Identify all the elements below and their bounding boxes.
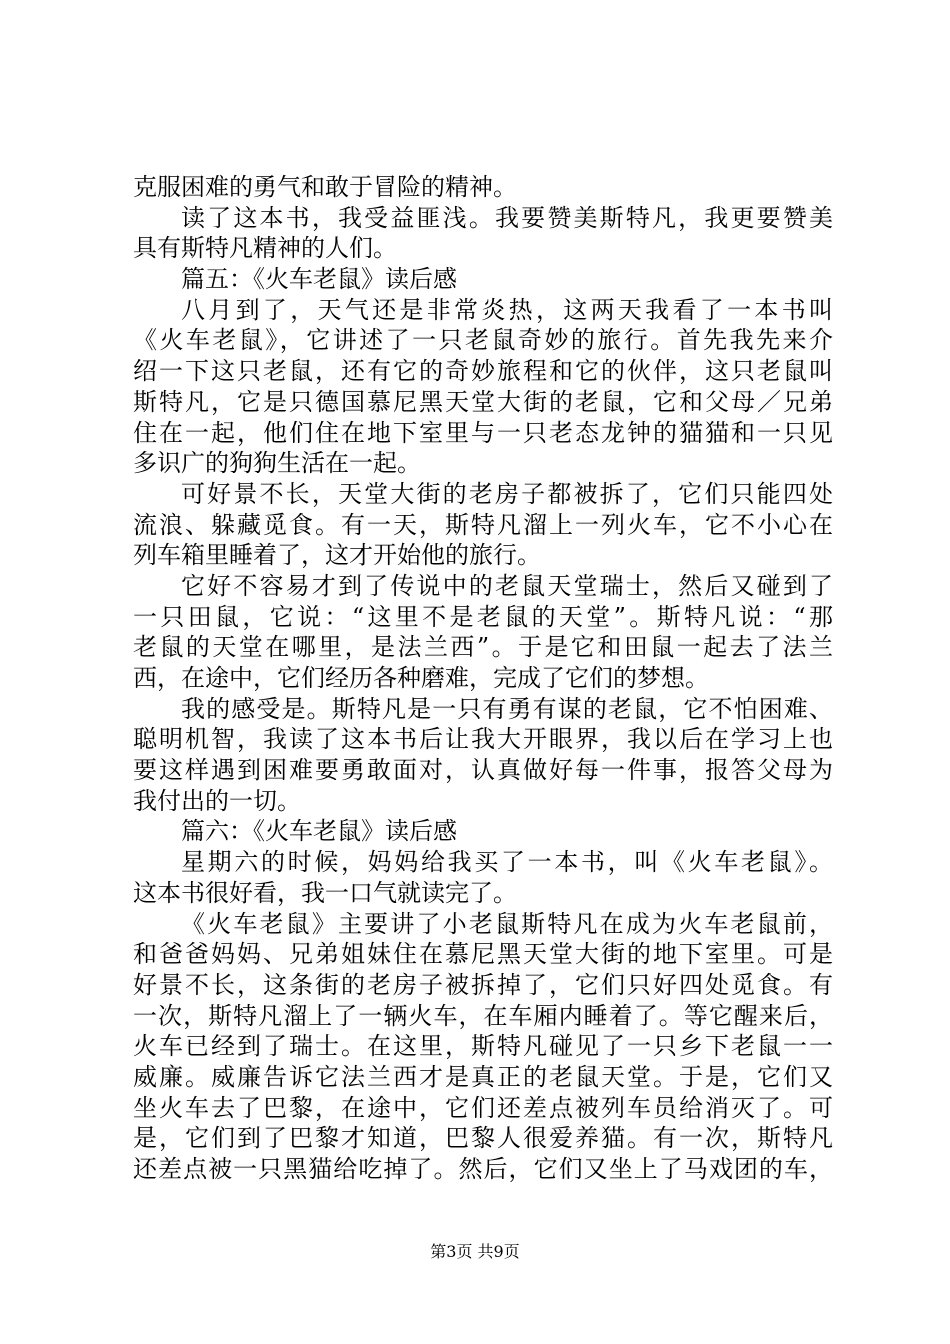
text-line-content: 和爸爸妈妈、兄弟姐妹住在慕尼黑天堂大街的地下室里。可是 xyxy=(133,940,833,969)
text-line-content: 绍一下这只老鼠，还有它的奇妙旅程和它的伙伴，这只老鼠叫 xyxy=(133,357,833,386)
text-line-content: 一次，斯特凡溜上了一辆火车，在车厢内睡着了。等它醒来后， xyxy=(133,1001,833,1030)
text-line xyxy=(133,233,833,264)
text-line-content: 老鼠的天堂在哪里，是法兰西”。于是它和田鼠一起去了法兰 xyxy=(133,633,833,662)
text-line-content: 一只田鼠，它说：“这里不是老鼠的天堂”。斯特凡说：“那 xyxy=(133,602,833,631)
text-line xyxy=(133,847,833,878)
text-line xyxy=(133,602,833,633)
text-line-content: 克服困难的勇气和敢于冒险的精神。 xyxy=(133,173,517,201)
text-line-content: 它好不容易才到了传说中的老鼠天堂瑞士，然后又碰到了 xyxy=(181,571,833,600)
text-line-content: 我的感受是。斯特凡是一只有勇有谋的老鼠，它不怕困难、 xyxy=(181,694,833,723)
text-line xyxy=(133,1031,833,1062)
text-line-content: 多识广的狗狗生活在一起。 xyxy=(133,449,421,478)
text-line xyxy=(133,878,833,909)
text-line xyxy=(133,264,833,295)
text-line-content: 篇六：《火车老鼠》读后感 xyxy=(181,817,457,846)
text-line xyxy=(133,755,833,786)
text-line xyxy=(133,203,833,234)
text-line-content: 《火车老鼠》主要讲了小老鼠斯特凡在成为火车老鼠前， xyxy=(181,909,833,938)
text-line-content: 住在一起，他们住在地下室里与一只老态龙钟的猫猫和一只见 xyxy=(133,418,833,447)
text-line xyxy=(133,448,833,479)
text-line xyxy=(133,540,833,571)
text-line xyxy=(133,571,833,602)
text-line-content: 西，在途中，它们经历各种磨难，完成了它们的梦想。 xyxy=(133,664,709,692)
text-line xyxy=(133,172,833,203)
text-line xyxy=(133,356,833,387)
text-line-content: 《火车老鼠》，它讲述了一只老鼠奇妙的旅行。首先我先来介 xyxy=(133,326,833,355)
text-line-content: 火车已经到了瑞士。在这里，斯特凡碰见了一只乡下老鼠一一 xyxy=(133,1032,833,1061)
text-line xyxy=(133,786,833,817)
text-line-content: 星期六的时候，妈妈给我买了一本书，叫《火车老鼠》。 xyxy=(181,848,833,877)
text-line-content: 是，它们到了巴黎才知道，巴黎人很爱养猫。有一次，斯特凡 xyxy=(133,1124,833,1153)
text-line xyxy=(133,387,833,418)
text-line-content: 具有斯特凡精神的人们。 xyxy=(133,234,397,263)
text-line-content: 威廉。威廉告诉它法兰西才是真正的老鼠天堂。于是，它们又 xyxy=(133,1062,833,1091)
page-footer: 第3页 共9页 xyxy=(430,1242,520,1261)
text-line xyxy=(133,632,833,663)
text-line xyxy=(133,325,833,356)
text-line-content: 可好景不长，天堂大街的老房子都被拆了，它们只能四处 xyxy=(181,479,833,508)
text-line-content: 八月到了，天气还是非常炎热，这两天我看了一本书叫 xyxy=(181,295,833,324)
text-line xyxy=(133,510,833,541)
text-line-content: 要这样遇到困难要勇敢面对，认真做好每一件事，报答父母为 xyxy=(133,756,833,785)
text-line xyxy=(133,295,833,326)
text-line-content: 我付出的一切。 xyxy=(133,786,301,815)
text-line xyxy=(133,909,833,940)
body-text xyxy=(133,172,833,1185)
text-line xyxy=(133,939,833,970)
text-line xyxy=(133,1093,833,1124)
text-line xyxy=(133,1123,833,1154)
text-line-content: 列车箱里睡着了，这才开始他的旅行。 xyxy=(133,541,541,570)
text-line-content: 斯特凡，它是只德国慕尼黑天堂大街的老鼠，它和父母／兄弟 xyxy=(133,387,833,416)
text-line-content: 这本书很好看，我一口气就读完了。 xyxy=(133,878,517,907)
text-line xyxy=(133,724,833,755)
text-line-content: 坐火车去了巴黎，在途中，它们还差点被列车员给消灭了。可 xyxy=(133,1093,833,1122)
text-line xyxy=(133,970,833,1001)
text-line xyxy=(133,663,833,694)
text-line xyxy=(133,1062,833,1093)
text-line xyxy=(133,816,833,847)
text-line xyxy=(133,1001,833,1032)
text-line-content: 聪明机智，我读了这本书后让我大开眼界，我以后在学习上也 xyxy=(133,725,833,754)
text-line xyxy=(133,694,833,725)
text-line xyxy=(133,418,833,449)
text-line-content: 流浪、躲藏觅食。有一天，斯特凡溜上一列火车，它不小心在 xyxy=(133,510,833,539)
text-line xyxy=(133,479,833,510)
text-line-content: 篇五：《火车老鼠》读后感 xyxy=(181,265,457,294)
text-line-content: 还差点被一只黑猫给吃掉了。然后，它们又坐上了马戏团的车， xyxy=(133,1155,833,1183)
text-line-content: 好景不长，这条街的老房子被拆掉了，它们只好四处觅食。有 xyxy=(133,970,833,999)
text-line xyxy=(133,1154,833,1185)
text-line-content: 读了这本书，我受益匪浅。我要赞美斯特凡，我更要赞美 xyxy=(181,203,833,232)
